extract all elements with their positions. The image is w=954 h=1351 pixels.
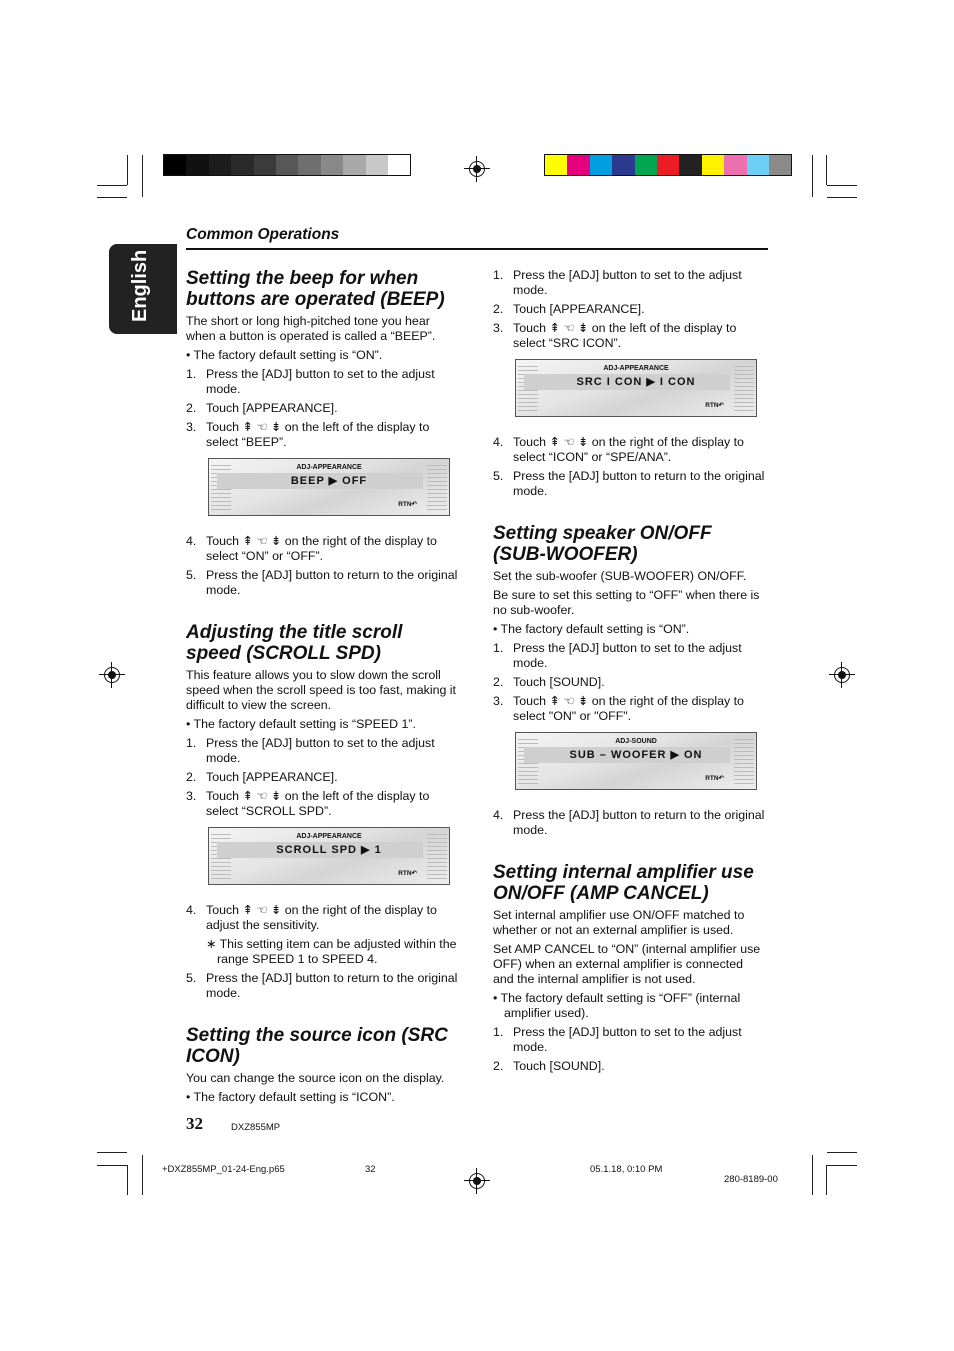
color-patch: [298, 155, 320, 175]
right-column: [493, 268, 765, 1078]
registration-mark-icon: [829, 662, 855, 688]
color-patch: [567, 155, 589, 175]
crop-mark: [812, 1155, 813, 1195]
scroll-steps: [186, 736, 458, 819]
scroll-lcd-display: [208, 827, 450, 885]
step-text: Touch [APPEARANCE].: [513, 302, 645, 316]
step-number: 3.: [186, 789, 197, 803]
crop-mark: [812, 155, 813, 197]
lcd-text: BEEP ▶ OFF: [290, 475, 368, 487]
lcd-header: ADJ-APPEARANCE: [296, 464, 362, 471]
step-number: 4.: [186, 903, 197, 917]
step-text: Press the [ADJ] button to set to the adjust mode.: [513, 1025, 742, 1054]
footer-file: +DXZ855MP_01-24-Eng.p65: [162, 1164, 285, 1175]
color-patch: [388, 155, 410, 175]
step-text: Touch ⇞ ☜ ⇟ on the right of the display to adjust the sensitivity.: [206, 903, 437, 932]
step-text: Press the [ADJ] button to return to the original mode.: [206, 971, 458, 1000]
step-item: [493, 268, 765, 298]
step-number: 5.: [493, 469, 504, 483]
lcd-return-button: RTN↶: [398, 501, 417, 508]
color-patch: [724, 155, 746, 175]
step-item: [186, 420, 458, 450]
step-text: Press the [ADJ] button to return to the original mode.: [206, 568, 458, 597]
color-patch: [164, 155, 186, 175]
section-rule: [186, 248, 768, 250]
step-text: Press the [ADJ] button to set to the adjust mode.: [206, 736, 435, 765]
step-item: [186, 903, 458, 933]
step-item: [493, 1025, 765, 1055]
color-patch: [209, 155, 231, 175]
src-steps: [493, 268, 765, 351]
color-patch: [366, 155, 388, 175]
gray-calibration-strip: [163, 154, 411, 176]
footer-date: 05.1.18, 0:10 PM: [590, 1164, 663, 1175]
step-number: 3.: [186, 420, 197, 434]
step-item: [186, 367, 458, 397]
src-intro: You can change the source icon on the display.: [186, 1071, 445, 1085]
sub-default: • The factory default setting is “ON”.: [493, 622, 690, 636]
language-tab: [109, 244, 177, 334]
color-patch: [321, 155, 343, 175]
color-patch: [679, 155, 701, 175]
sub-intro-1: Set the sub-woofer (SUB-WOOFER) ON/OFF.: [493, 569, 747, 583]
step-number: 3.: [493, 321, 504, 335]
page-number: 32: [186, 1114, 203, 1133]
step-item: [186, 789, 458, 819]
beep-heading: Setting the beep for when buttons are operated (BEEP): [186, 268, 445, 310]
step-item: [493, 435, 765, 465]
step-text: Press the [ADJ] button to set to the adjust mode.: [513, 641, 742, 670]
crop-mark: [827, 185, 857, 186]
beep-intro: The short or long high-pitched tone you hear when a button is operated is called a “BEEP”.: [186, 314, 436, 343]
step-number: 5.: [186, 971, 197, 985]
src-lcd-display: [515, 359, 757, 417]
crop-mark: [97, 185, 127, 186]
step-number: 4.: [493, 435, 504, 449]
lcd-header: ADJ-APPEARANCE: [603, 365, 669, 372]
color-patch: [657, 155, 679, 175]
amp-intro-1: Set internal amplifier use ON/OFF matched to whether or not an external amplifier is used.: [493, 908, 745, 937]
color-calibration-strip: [544, 154, 792, 176]
step-item: [493, 675, 765, 690]
step-item: [186, 568, 458, 598]
step-item: [493, 808, 765, 838]
sub-steps-continued: [493, 808, 765, 838]
step-text: Touch [APPEARANCE].: [206, 770, 338, 784]
beep-steps: [186, 367, 458, 450]
amp-intro-2: Set AMP CANCEL to “ON” (internal amplifier use OFF) when an external amplifier is connected and the internal amplifier is not used.: [493, 942, 761, 986]
beep-default: • The factory default setting is “ON”.: [186, 348, 383, 362]
step-text: Touch [SOUND].: [513, 675, 605, 689]
step-number: 1.: [493, 268, 504, 282]
step-number: 2.: [186, 770, 197, 784]
step-item: [493, 321, 765, 351]
language-tab-label: English: [129, 249, 151, 322]
color-patch: [254, 155, 276, 175]
src-steps-continued: [493, 435, 765, 499]
crop-mark: [97, 197, 127, 198]
step-text: Press the [ADJ] button to return to the original mode.: [513, 808, 765, 837]
crop-mark: [97, 1152, 127, 1153]
step-item: [186, 534, 458, 564]
step-text: Press the [ADJ] button to set to the adjust mode.: [206, 367, 435, 396]
amp-default: • The factory default setting is “OFF” (internal amplifier used).: [493, 991, 741, 1020]
scroll-steps-final: [186, 971, 458, 1001]
color-patch: [635, 155, 657, 175]
amp-steps: [493, 1025, 765, 1074]
scroll-intro: This feature allows you to slow down the scroll speed when the scroll speed is too fast, making it difficult to view the screen.: [186, 668, 456, 712]
color-patch: [590, 155, 612, 175]
lcd-text: SCROLL SPD ▶ 1: [276, 844, 382, 856]
step-item: [186, 770, 458, 785]
scroll-default: • The factory default setting is “SPEED 1”.: [186, 717, 416, 731]
crop-mark: [127, 1165, 128, 1195]
scroll-note: ∗ This setting item can be adjusted within the range SPEED 1 to SPEED 4.: [206, 937, 457, 966]
step-text: Touch ⇞ ☜ ⇟ on the left of the display to select “SRC ICON”.: [513, 321, 737, 350]
lcd-return-button: RTN↶: [398, 870, 417, 877]
step-number: 1.: [186, 367, 197, 381]
step-item: [186, 401, 458, 416]
lcd-text: SUB – WOOFER ▶ ON: [569, 749, 703, 761]
amp-heading: Setting internal amplifier use ON/OFF (AMP CANCEL): [493, 862, 754, 904]
color-patch: [702, 155, 724, 175]
color-patch: [186, 155, 208, 175]
color-patch: [231, 155, 253, 175]
step-text: Touch [APPEARANCE].: [206, 401, 338, 415]
step-item: [493, 641, 765, 671]
step-number: 4.: [493, 808, 504, 822]
color-patch: [612, 155, 634, 175]
sub-intro-2: Be sure to set this setting to “OFF” when there is no sub-woofer.: [493, 588, 760, 617]
src-default: • The factory default setting is “ICON”.: [186, 1090, 395, 1104]
step-text: Touch ⇞ ☜ ⇟ on the right of the display to select "ON" or "OFF".: [513, 694, 744, 723]
step-number: 3.: [493, 694, 504, 708]
crop-mark: [826, 155, 827, 185]
scroll-steps-continued: [186, 903, 458, 933]
section-title: Common Operations: [186, 226, 340, 243]
crop-mark: [142, 155, 143, 197]
crop-mark: [97, 1165, 127, 1166]
step-number: 1.: [186, 736, 197, 750]
registration-mark-icon: [464, 1168, 490, 1194]
color-patch: [747, 155, 769, 175]
crop-mark: [127, 155, 128, 185]
step-number: 4.: [186, 534, 197, 548]
step-number: 2.: [186, 401, 197, 415]
step-item: [186, 971, 458, 1001]
color-patch: [545, 155, 567, 175]
sub-lcd-display: [515, 732, 757, 790]
step-text: Touch [SOUND].: [513, 1059, 605, 1073]
lcd-return-button: RTN↶: [705, 775, 724, 782]
step-number: 2.: [493, 1059, 504, 1073]
step-item: [493, 1059, 765, 1074]
crop-mark: [827, 1165, 857, 1166]
color-patch: [276, 155, 298, 175]
lcd-header: ADJ-APPEARANCE: [296, 833, 362, 840]
step-number: 2.: [493, 675, 504, 689]
crop-mark: [827, 1152, 857, 1153]
footer-code: 280-8189-00: [724, 1174, 778, 1185]
sub-heading: Setting speaker ON/OFF (SUB-WOOFER): [493, 523, 712, 565]
lcd-text: SRC I CON ▶ I CON: [576, 376, 696, 388]
step-number: 1.: [493, 641, 504, 655]
step-number: 2.: [493, 302, 504, 316]
step-text: Touch ⇞ ☜ ⇟ on the right of the display to select “ICON” or “SPE/ANA”.: [513, 435, 744, 464]
step-text: Press the [ADJ] button to set to the adjust mode.: [513, 268, 742, 297]
step-text: Touch ⇞ ☜ ⇟ on the right of the display to select “ON” or “OFF”.: [206, 534, 437, 563]
step-item: [186, 736, 458, 766]
crop-mark: [826, 1165, 827, 1195]
step-text: Press the [ADJ] button to return to the original mode.: [513, 469, 765, 498]
footer-page: 32: [365, 1164, 376, 1175]
lcd-header: ADJ-SOUND: [615, 738, 657, 745]
beep-steps-continued: [186, 534, 458, 598]
scroll-heading: Adjusting the title scroll speed (SCROLL SPD): [186, 622, 403, 664]
beep-lcd-display: [208, 458, 450, 516]
step-item: [493, 302, 765, 317]
crop-mark: [827, 197, 857, 198]
step-text: Touch ⇞ ☜ ⇟ on the left of the display to select “BEEP”.: [206, 420, 430, 449]
left-column: [186, 268, 458, 1109]
model-name: DXZ855MP: [231, 1122, 281, 1133]
color-patch: [343, 155, 365, 175]
step-number: 1.: [493, 1025, 504, 1039]
step-text: Touch ⇞ ☜ ⇟ on the left of the display to select “SCROLL SPD”.: [206, 789, 430, 818]
crop-mark: [142, 1155, 143, 1195]
step-item: [493, 469, 765, 499]
color-patch: [769, 155, 791, 175]
src-heading: Setting the source icon (SRC ICON): [186, 1025, 448, 1067]
registration-mark-icon: [464, 156, 490, 182]
step-number: 5.: [186, 568, 197, 582]
step-item: [493, 694, 765, 724]
lcd-return-button: RTN↶: [705, 402, 724, 409]
sub-steps: [493, 641, 765, 724]
registration-mark-icon: [99, 662, 125, 688]
